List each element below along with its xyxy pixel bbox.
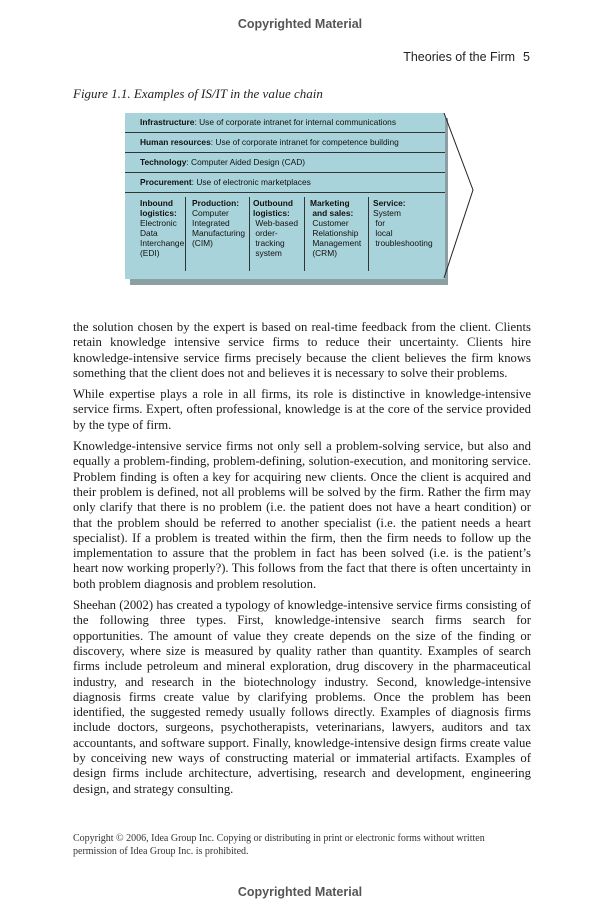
support-row-human-resources: Human resources: Use of corporate intranet for competence building [125,133,445,153]
primary-service: Service: System for local troubleshooting [373,198,433,248]
page-number: 5 [523,50,530,64]
body-text [73,320,531,803]
watermark-top: Copyrighted Material [237,17,363,31]
primary-activities [125,194,445,279]
support-row-technology: Technology: Computer Aided Design (CAD) [125,153,445,173]
paragraph: the solution chosen by the expert is based on real-time feedback from the client. Clients retain knowledge intensive service firms to reduce their uncertainty. Clients hire knowledge-intensive service firms precisely because the client believes the firm knows something that the client does not and believes it is necessary to solve their problems. [73,320,531,380]
paragraph: Knowledge-intensive service firms not only sell a problem-solving service, but also and equally a problem-finding, problem-defining, solution-execution, and monitoring service. Problem finding is often a key for acquiring new clients. Once the client is acquired and their problem is defined, not all problems will be solved by the firm. Rather the firm may only clarify that there is no problem (i.e. the patient does not have a heart condition) or that the problem should be referred to another specialist (i.e. the patient needs a heart specialist). If a problem is treated within the firm, then the firm needs to follow up the implementation to assure that the problem in fact has been solved (i.e. is the patient’s heart now working properly?). This follows from the fact that there is often uncertainty in both problem diagnosis and problem resolution. [73,439,531,591]
column-divider [185,197,186,271]
running-head [403,50,530,64]
primary-production: Production: Computer Integrated Manufacturing (CIM) [192,198,246,248]
support-row-infrastructure: Infrastructure: Use of corporate intranet for internal communications [125,113,445,133]
column-divider [368,197,369,271]
watermark-bottom: Copyrighted Material [237,885,363,899]
paragraph: Sheehan (2002) has created a typology of knowledge-intensive service firms consisting of the following three types. First, knowledge-intensive search firms search for opportunities. The amount of value they create depends on the size of the finding or discovery, where size is measured by quality rather than quantity. Examples of search firms include petroleum and mineral exploration, drug discovery in the pharmaceutical industry, and research in the biotechnology industry. Second, knowledge-intensive diagnosis firms create value by clarifying problems. Once the problem has been identified, the suggested remedy usually follows directly. Examples of diagnosis firms include doctors, surgeons, psychotherapists, veterinarians, lawyers, auditors and tax accountants, and software support. Finally, knowledge-intensive design firms create value by conceiving new ways of constructing material or immaterial artifacts. Examples of design firms include architecture, advertising, research and development, engineering design, and strategy consulting. [73,598,531,796]
value-chain-figure [125,113,445,279]
paragraph: While expertise plays a role in all firms, its role is distinctive in knowledge-intensive service firms. Expert, often professional, knowledge is at the core of the service provided by the type of firm. [73,387,531,432]
value-chain-arrow [440,112,480,284]
column-divider [304,197,305,271]
primary-inbound-logistics: Inbound logistics: Electronic Data Interchange (EDI) [140,198,185,258]
running-head-title: Theories of the Firm [403,50,516,64]
figure-caption: Figure 1.1. Examples of IS/IT in the value chain [73,86,323,101]
primary-marketing-sales: Marketing and sales: Customer Relationship Management (CRM) [310,198,362,258]
support-row-procurement: Procurement: Use of electronic marketplaces [125,173,445,193]
primary-outbound-logistics: Outbound logistics: Web-based order- tracking system [253,198,299,258]
column-divider [249,197,250,271]
copyright-notice: Copyright © 2006, Idea Group Inc. Copying or distributing in print or electronic forms without written permission of Idea Group Inc. is prohibited. [73,833,485,857]
